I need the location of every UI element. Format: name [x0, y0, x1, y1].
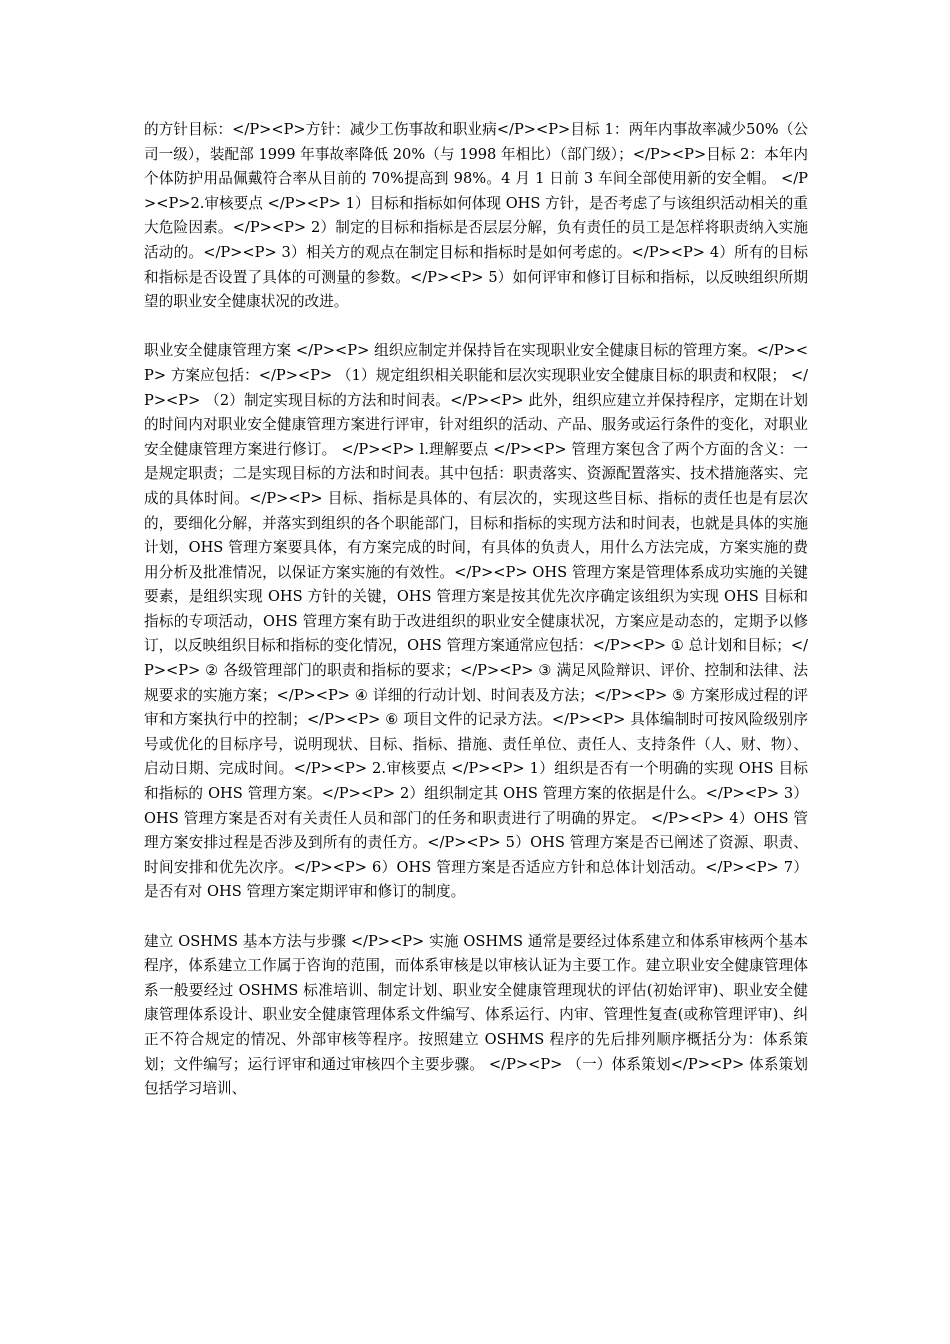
paragraph-objectives-targets: 的方针目标：</P><P>方针：减少工伤事故和职业病</P><P>目标 1：两年内事故率减少50%（公司一级），装配部 1999 年事故率降低 20%（与 1998 年相比）（部门级）；</P><P>目标 2：本年内个体防护用品佩戴符合率从目前的 70%提高到 98%。4 月 1 日前 3 车间全部使用新的安全帽。 </P><P>2.审核要点 </P><P> 1）目标和指标如何体现 OHS 方针，是否考虑了与该组织活动相关的重大危险因素。</P><P> 2）制定的目标和指标是否层层分解，负有责任的员工是怎样将职责纳入实施活动的。</P><P> 3）相关方的观点在制定目标和指标时是如何考虑的。</P><P> 4）所有的目标和指标是否设置了具体的可测量的参数。</P><P> 5）如何评审和修订目标和指标，以反映组织所期望的职业安全健康状况的改进。	[144, 121, 808, 311]
document-body	[144, 118, 808, 1102]
paragraph-ohs-management-programme: 职业安全健康管理方案 </P><P> 组织应制定并保持旨在实现职业安全健康目标的管理方案。</P><P> 方案应包括：</P><P> （1）规定组织相关职能和层次实现职业安全健康目标的职责和权限； </P><P> （2）制定实现目标的方法和时间表。</P><P> 此外，组织应建立并保持程序，定期在计划的时间内对职业安全健康管理方案进行评审，针对组织的活动、产品、服务或运行条件的变化，对职业安全健康管理方案进行修订。 </P><P> l.理解要点 </P><P> 管理方案包含了两个方面的含义：一是规定职责；二是实现目标的方法和时间表。其中包括：职责落实、资源配置落实、技术措施落实、完成的具体时间。</P><P> 目标、指标是具体的、有层次的，实现这些目标、指标的责任也是有层次的，要细化分解，并落实到组织的各个职能部门，目标和指标的实现方法和时间表，也就是具体的实施计划，OHS 管理方案要具体，有方案完成的时间，有具体的负责人，用什么方法完成，方案实施的费用分析及批准情况，以保证方案实施的有效性。</P><P> OHS 管理方案是管理体系成功实施的关键要素，是组织实现 OHS 方针的关键，OHS 管理方案是按其优先次序确定该组织为实现 OHS 目标和指标的专项活动，OHS 管理方案有助于改进组织的职业安全健康状况，方案应是动态的，定期予以修订，以反映组织目标和指标的变化情况，OHS 管理方案通常应包括：</P><P> ① 总计划和目标；</P><P> ② 各级管理部门的职责和指标的要求；</P><P> ③ 满足风险辩识、评价、控制和法律、法规要求的实施方案；</P><P> ④ 详细的行动计划、时间表及方法；</P><P> ⑤ 方案形成过程的评审和方案执行中的控制；</P><P> ⑥ 项目文件的记录方法。</P><P> 具体编制时可按风险级别序号或优化的目标序号，说明现状、目标、指标、措施、责任单位、责任人、支持条件（人、财、物）、启动日期、完成时间。</P><P> 2.审核要点 </P><P> 1）组织是否有一个明确的实现 OHS 目标和指标的 OHS 管理方案。</P><P> 2）组织制定其 OHS 管理方案的依据是什么。</P><P> 3）OHS 管理方案是否对有关责任人员和部门的任务和职责进行了明确的界定。 </P><P> 4）OHS 管理方案安排过程是否涉及到所有的责任方。</P><P> 5）OHS 管理方案是否已阐述了资源、职责、时间安排和优先次序。</P><P> 6）OHS 管理方案是否适应方针和总体计划活动。</P><P> 7）是否有对 OHS 管理方案定期评审和修订的制度。	[144, 342, 808, 901]
paragraph-oshms-establishment-steps: 建立 OSHMS 基本方法与步骤 </P><P> 实施 OSHMS 通常是要经过体系建立和体系审核两个基本程序，体系建立工作属于咨询的范围，而体系审核是以审核认证为主要工作。建立职业安全健康管理体系一般要经过 OSHMS 标准培训、制定计划、职业安全健康管理现状的评估(初始评审)、职业安全健康管理体系设计、职业安全健康管理体系文件编写、体系运行、内审、管理性复查(或称管理评审)、纠正不符合规定的情况、外部审核等程序。按照建立 OSHMS 程序的先后排列顺序概括分为：体系策划；文件编写；运行评审和通过审核四个主要步骤。 </P><P> （一）体系策划</P><P> 体系策划包括学习培训、	[144, 932, 808, 1098]
